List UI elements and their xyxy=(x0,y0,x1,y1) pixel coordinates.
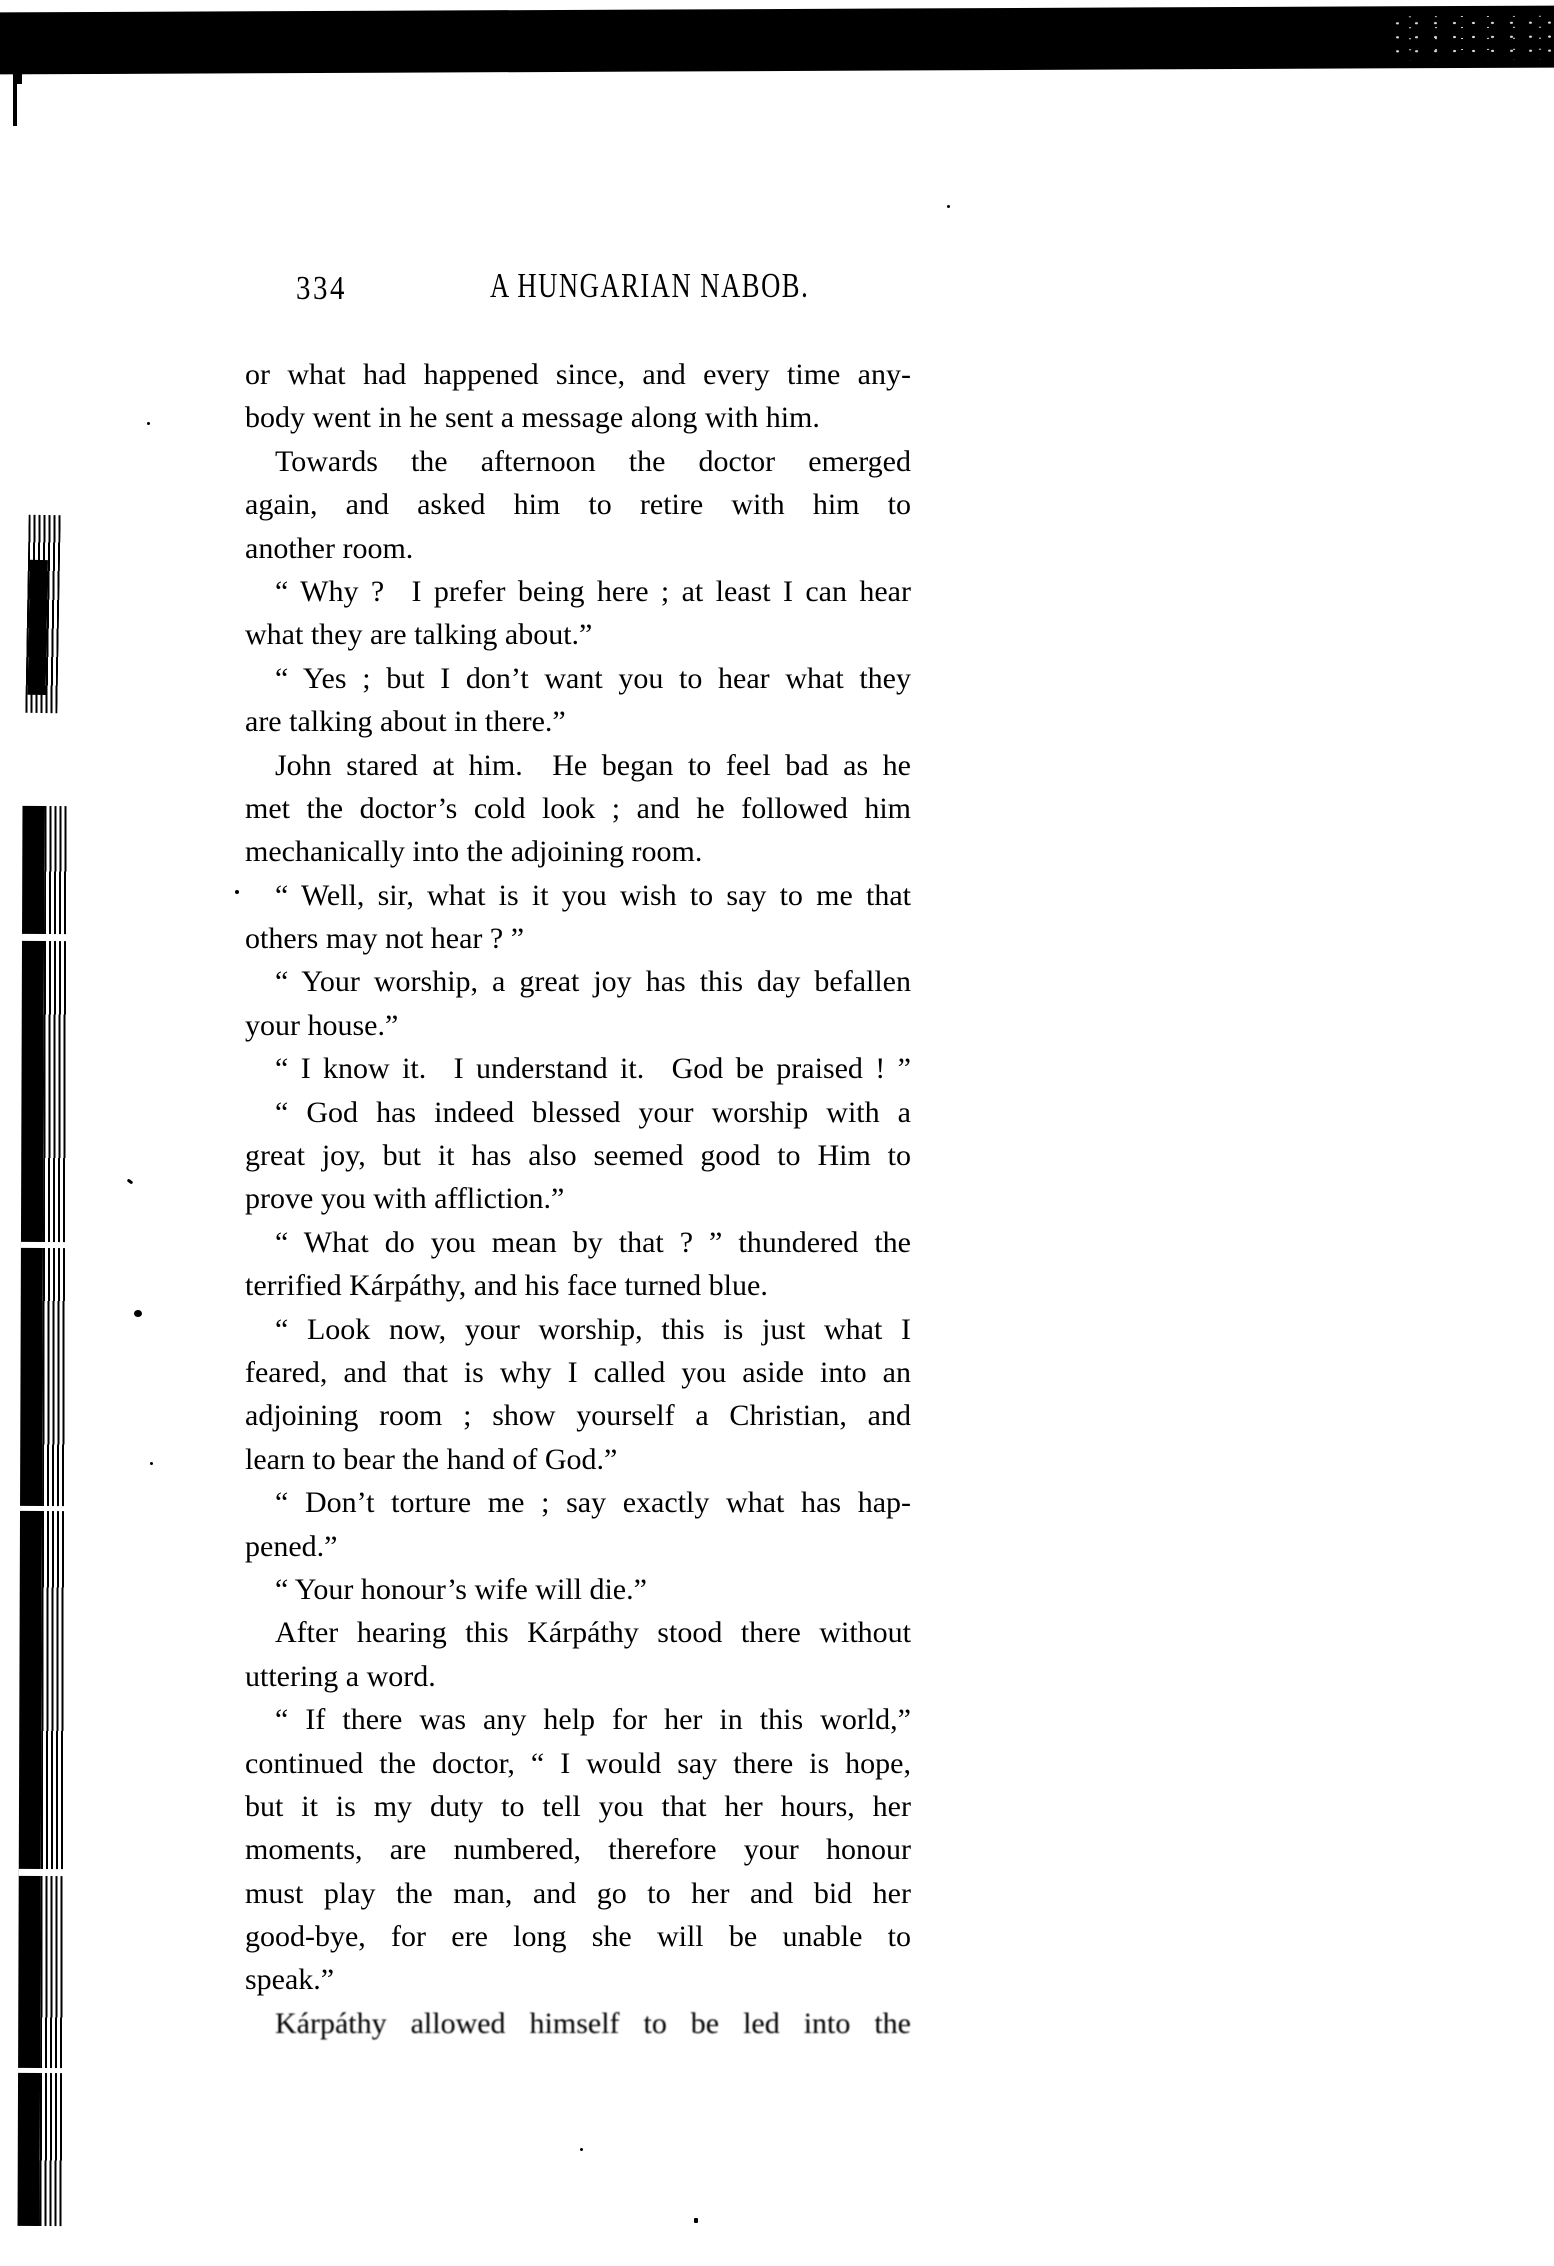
text-line: After hearing this Kárpáthy stood there without xyxy=(275,1616,911,1650)
ink-speck xyxy=(134,1310,142,1317)
text-line: “ Yes ; but I don’t want you to hear what they xyxy=(275,661,911,695)
text-line: “ Your honour’s wife will die.” xyxy=(275,1572,647,1606)
text-line: “ Don’t torture me ; say exactly what has hap- xyxy=(275,1486,911,1520)
scan-artifact-speckle-patch xyxy=(1388,16,1554,61)
text-line: John stared at him. He began to feel bad as he xyxy=(275,748,911,782)
scan-artifact-left-streak-lower xyxy=(18,806,69,2226)
text-line: again, and asked him to retire with him to xyxy=(245,488,911,522)
text-line: speak.” xyxy=(245,1963,335,1997)
ink-speck xyxy=(694,2218,698,2223)
page-number: 334 xyxy=(296,270,347,307)
text-line: “ Your worship, a great joy has this day befallen xyxy=(275,965,911,999)
text-line: others may not hear ? ” xyxy=(245,922,525,956)
scan-artifact-top-bar xyxy=(0,6,1554,73)
running-header-title: A HUNGARIAN NABOB. xyxy=(490,266,810,305)
text-line: mechanically into the adjoining room. xyxy=(245,835,703,869)
text-line: prove you with affliction.” xyxy=(245,1182,565,1216)
ink-speck xyxy=(147,422,150,425)
text-line: “ Why ? I prefer being here ; at least I can hear xyxy=(275,574,911,608)
text-line: uttering a word. xyxy=(245,1659,436,1693)
ink-streak-lines xyxy=(40,806,69,2226)
text-line: feared, and that is why I called you aside into an xyxy=(245,1355,911,1389)
text-line: terrified Kárpáthy, and his face turned blue. xyxy=(245,1269,768,1303)
text-line: continued the doctor, “ I would say there is hope, xyxy=(245,1746,911,1780)
text-line: learn to bear the hand of God.” xyxy=(245,1442,618,1476)
text-line: “ If there was any help for her in this world,” xyxy=(275,1703,911,1737)
text-line: Kárpáthy allowed himself to be led into the xyxy=(275,2006,911,2040)
text-line: “ Well, sir, what is it you wish to say to me that xyxy=(275,878,911,912)
scan-artifact-corner-mark xyxy=(13,72,17,126)
scan-artifact-left-streak-upper xyxy=(25,515,60,714)
text-line: but it is my duty to tell you that her hours, her xyxy=(245,1789,911,1823)
ink-speck xyxy=(127,1179,134,1185)
text-line: “ What do you mean by that ? ” thundered the xyxy=(275,1225,911,1259)
text-line: body went in he sent a message along with him. xyxy=(245,401,820,435)
text-line: moments, are numbered, therefore your honour xyxy=(245,1833,911,1867)
text-line: what they are talking about.” xyxy=(245,618,593,652)
text-line: are talking about in there.” xyxy=(245,705,566,739)
text-line: “ I know it. I understand it. God be praised ! ” xyxy=(275,1052,911,1086)
text-line: another room. xyxy=(245,531,414,565)
text-line: good-bye, for ere long she will be unable to xyxy=(245,1920,911,1954)
text-line: must play the man, and go to her and bid her xyxy=(245,1876,911,1910)
text-line: or what had happened since, and every time any- xyxy=(245,358,911,391)
ink-speck xyxy=(580,2148,583,2151)
text-line: “ Look now, your worship, this is just what I xyxy=(275,1312,911,1346)
text-line: pened.” xyxy=(245,1529,338,1563)
text-line: Towards the afternoon the doctor emerged xyxy=(275,444,911,478)
text-line: adjoining room ; show yourself a Christian, and xyxy=(245,1399,911,1433)
ink-speck xyxy=(947,205,950,208)
text-line: met the doctor’s cold look ; and he followed him xyxy=(245,791,911,825)
text-line: “ God has indeed blessed your worship with a xyxy=(275,1095,911,1129)
ink-speck xyxy=(150,1462,153,1465)
ink-speck xyxy=(235,890,239,894)
text-line: your house.” xyxy=(245,1008,399,1042)
text-line: great joy, but it has also seemed good to Him to xyxy=(245,1139,911,1173)
body-text xyxy=(245,353,911,2045)
